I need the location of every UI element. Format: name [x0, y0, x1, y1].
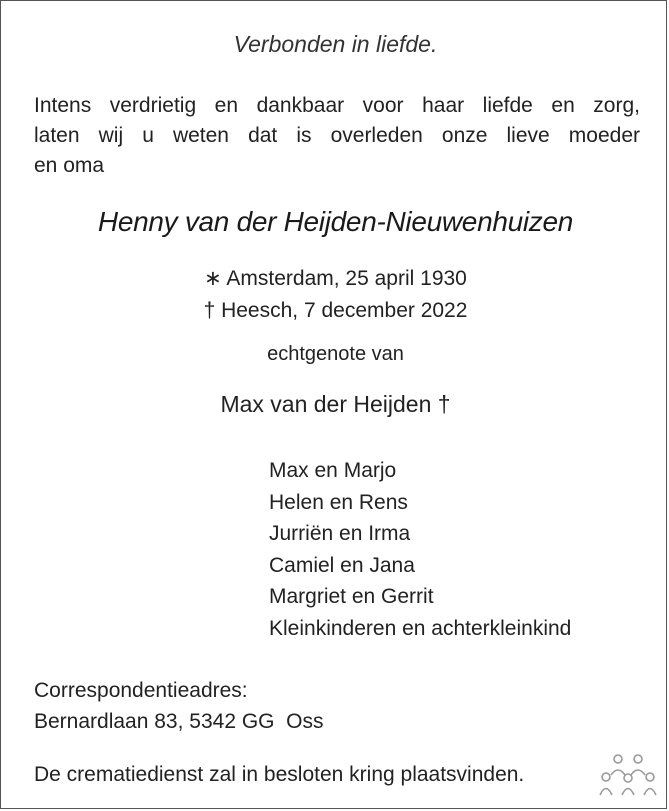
closing-text: De crematiedienst zal in besloten kring plaatsvinden.	[34, 763, 525, 786]
life-dates	[1, 263, 669, 327]
correspondence-address: Bernardlaan 83, 5342 GG Oss	[34, 710, 324, 733]
intro-line: Intens verdrietig en dankbaar voor haar liefde en zorg,	[34, 94, 640, 117]
correspondence-label: Correspondentieadres:	[34, 679, 248, 702]
deceased-name: Henny van der Heijden-Nieuwenhuizen	[97, 206, 574, 237]
family-member: Jurriën en Irma	[269, 522, 411, 545]
intro-text	[34, 91, 640, 181]
death-date: † Heesch, 7 december 2022	[203, 299, 468, 322]
spouse-name: Max van der Heijden †	[220, 391, 451, 417]
intro-line: laten wij u weten dat is overleden onze lieve moeder	[34, 124, 640, 147]
family-member: Camiel en Jana	[269, 553, 415, 577]
birth-date: ∗ Amsterdam, 25 april 1930	[204, 267, 467, 290]
motto: Verbonden in liefde.	[233, 31, 438, 57]
family-member: Max en Marjo	[269, 459, 397, 482]
family-member: Kleinkinderen en achterkleinkind	[269, 616, 572, 640]
family-member: Helen en Rens	[269, 490, 408, 514]
family-list	[269, 455, 571, 644]
spouse-label: echtgenote van	[267, 343, 404, 365]
intro-line: en oma	[34, 154, 105, 177]
correspondence-block	[34, 675, 324, 737]
family-member: Margriet en Gerrit	[269, 585, 434, 608]
people-group-icon	[599, 753, 657, 797]
